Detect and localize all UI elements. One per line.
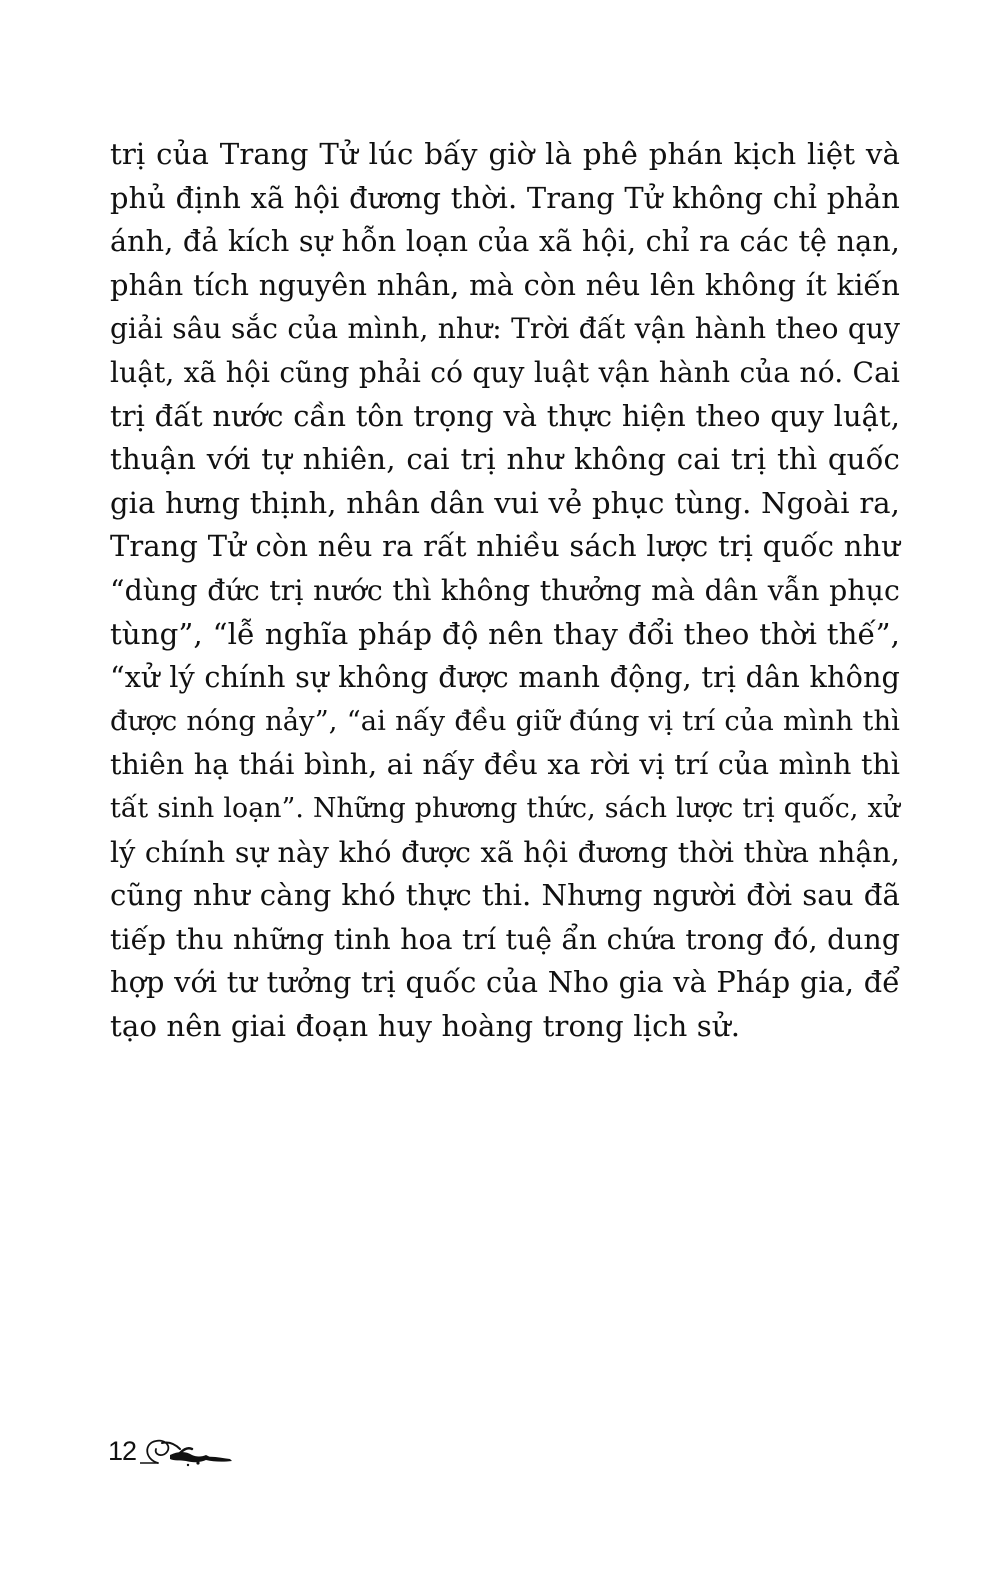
text-line: tiếp thu những tinh hoa trí tuệ ẩn chứa trong đó, dung	[110, 922, 900, 956]
text-line: trị đất nước cần tôn trọng và thực hiện theo quy luật,	[110, 398, 900, 433]
text-line: luật, xã hội cũng phải có quy luật vận hành của nó. Cai	[110, 355, 900, 389]
text-line: phân tích nguyên nhân, mà còn nêu lên không ít kiến	[110, 267, 900, 302]
text-line: hợp với tư tưởng trị quốc của Nho gia và Pháp gia, để	[110, 965, 900, 1000]
text-line: tùng”, “lễ nghĩa pháp độ nên thay đổi theo thời thế”,	[110, 616, 900, 651]
text-line: Trang Tử còn nêu ra rất nhiều sách lược trị quốc như	[110, 529, 900, 564]
text-line: “xử lý chính sự không được manh động, trị dân không	[110, 660, 900, 695]
text-line: cũng như càng khó thực thi. Nhưng người đời sau đã	[110, 878, 900, 913]
text-line: được nóng nảy”, “ai nấy đều giữ đúng vị trí của mình thì	[110, 705, 900, 737]
text-line: thuận với tự nhiên, cai trị như không cai trị thì quốc	[110, 442, 900, 477]
text-line: thiên hạ thái bình, ai nấy đều xa rời vị trí của mình thì	[110, 748, 900, 782]
text-line: “dùng đức trị nước thì không thưởng mà dân vẫn phục	[110, 573, 900, 607]
calligraphy-brush-ornament-icon	[140, 1433, 240, 1469]
text-line: lý chính sự này khó được xã hội đương thời thừa nhận,	[110, 835, 900, 869]
text-line: ánh, đả kích sự hỗn loạn của xã hội, chỉ ra các tệ nạn,	[110, 224, 900, 259]
text-line: phủ định xã hội đương thời. Trang Tử không chỉ phản	[110, 180, 900, 215]
text-line: gia hưng thịnh, nhân dân vui vẻ phục tùng. Ngoài ra,	[110, 485, 900, 520]
text-line: giải sâu sắc của mình, như: Trời đất vận hành theo quy	[110, 312, 900, 346]
body-paragraph	[110, 133, 900, 1048]
text-line: tất sinh loạn”. Những phương thức, sách lược trị quốc, xử	[110, 792, 900, 824]
text-line-last: tạo nên giai đoạn huy hoàng trong lịch sử.	[110, 1008, 741, 1043]
page-footer	[108, 1433, 248, 1473]
page-number: 12	[108, 1436, 137, 1466]
text-line: trị của Trang Tử lúc bấy giờ là phê phán kịch liệt và	[110, 137, 900, 171]
